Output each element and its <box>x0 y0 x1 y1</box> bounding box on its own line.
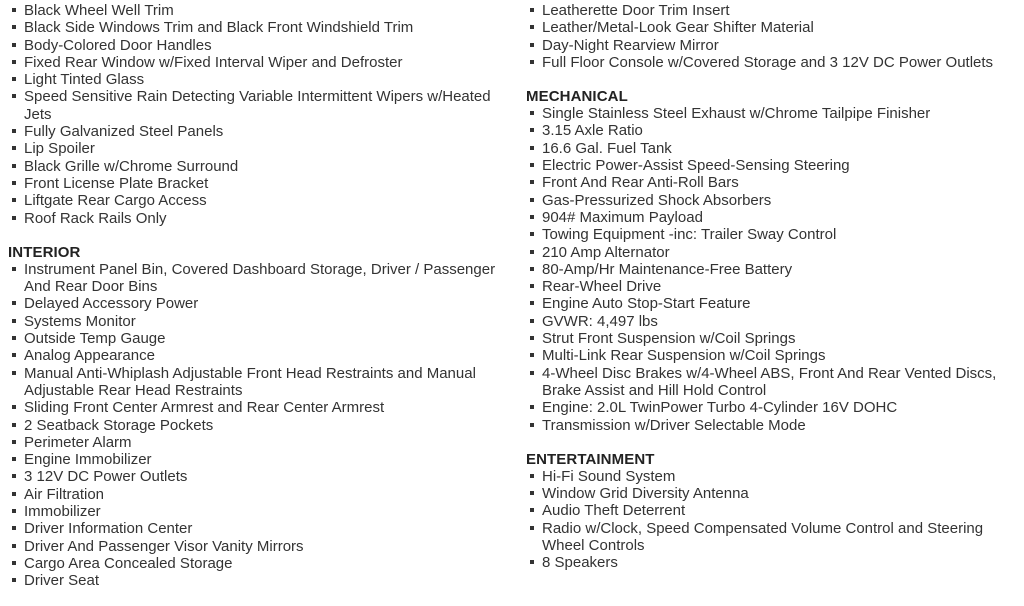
list-item: Rear-Wheel Drive <box>526 278 1018 295</box>
list-item: Roof Rack Rails Only <box>8 210 513 227</box>
section-spacer <box>8 227 513 244</box>
list-item: 904# Maximum Payload <box>526 209 1018 226</box>
interior-section <box>8 244 513 590</box>
list-item: 16.6 Gal. Fuel Tank <box>526 140 1018 157</box>
list-item: Driver Information Center <box>8 520 513 537</box>
list-item: Driver And Passenger Visor Vanity Mirrors <box>8 538 513 555</box>
list-item: Liftgate Rear Cargo Access <box>8 192 513 209</box>
list-item: Delayed Accessory Power <box>8 295 513 312</box>
list-item: Immobilizer <box>8 503 513 520</box>
interior-continued-list <box>526 2 1018 71</box>
list-item: Body-Colored Door Handles <box>8 37 513 54</box>
section-heading-interior: INTERIOR <box>8 243 81 261</box>
list-item: Cargo Area Concealed Storage <box>8 555 513 572</box>
mechanical-section <box>526 88 1018 434</box>
left-column <box>8 2 513 590</box>
list-item: Single Stainless Steel Exhaust w/Chrome Tailpipe Finisher <box>526 105 1018 122</box>
list-item: Day-Night Rearview Mirror <box>526 37 1018 54</box>
list-item: Engine Immobilizer <box>8 451 513 468</box>
list-item: Black Side Windows Trim and Black Front Windshield Trim <box>8 19 513 36</box>
list-item: Engine Auto Stop-Start Feature <box>526 295 1018 312</box>
list-item: Black Grille w/Chrome Surround <box>8 158 513 175</box>
list-item: Light Tinted Glass <box>8 71 513 88</box>
list-item: Sliding Front Center Armrest and Rear Center Armrest <box>8 399 513 416</box>
section-spacer <box>526 71 1018 88</box>
entertainment-section <box>526 451 1018 572</box>
list-item: Transmission w/Driver Selectable Mode <box>526 417 1018 434</box>
list-item: 210 Amp Alternator <box>526 244 1018 261</box>
list-item: Front And Rear Anti-Roll Bars <box>526 174 1018 191</box>
list-item: GVWR: 4,497 lbs <box>526 313 1018 330</box>
list-item: Fully Galvanized Steel Panels <box>8 123 513 140</box>
list-item: Towing Equipment -inc: Trailer Sway Control <box>526 226 1018 243</box>
section-heading-entertainment: ENTERTAINMENT <box>526 450 655 468</box>
list-item: Engine: 2.0L TwinPower Turbo 4-Cylinder 16V DOHC <box>526 399 1018 416</box>
list-item: Audio Theft Deterrent <box>526 502 1018 519</box>
section-heading-mechanical: MECHANICAL <box>526 88 628 106</box>
list-item: Outside Temp Gauge <box>8 330 513 347</box>
exterior-section-continued <box>8 2 513 227</box>
list-item: Front License Plate Bracket <box>8 175 513 192</box>
interior-section-continued <box>526 2 1018 71</box>
list-item: Analog Appearance <box>8 347 513 364</box>
list-item: 3.15 Axle Ratio <box>526 122 1018 139</box>
list-item: Window Grid Diversity Antenna <box>526 485 1018 502</box>
list-item: Perimeter Alarm <box>8 434 513 451</box>
list-item: Fixed Rear Window w/Fixed Interval Wiper and Defroster <box>8 54 513 71</box>
list-item: Electric Power-Assist Speed-Sensing Steering <box>526 157 1018 174</box>
list-item: Radio w/Clock, Speed Compensated Volume Control and Steering Wheel Controls <box>526 520 1018 555</box>
list-item: 2 Seatback Storage Pockets <box>8 417 513 434</box>
right-column <box>526 2 1018 572</box>
section-spacer <box>526 434 1018 451</box>
list-item: Leather/Metal-Look Gear Shifter Material <box>526 19 1018 36</box>
list-item: Full Floor Console w/Covered Storage and 3 12V DC Power Outlets <box>526 54 1018 71</box>
list-item: 80-Amp/Hr Maintenance-Free Battery <box>526 261 1018 278</box>
list-item: Speed Sensitive Rain Detecting Variable Intermittent Wipers w/Heated Jets <box>8 88 513 123</box>
list-item: 8 Speakers <box>526 554 1018 571</box>
list-item: Air Filtration <box>8 486 513 503</box>
list-item: Instrument Panel Bin, Covered Dashboard Storage, Driver / Passenger And Rear Door Bins <box>8 261 513 296</box>
list-item: Strut Front Suspension w/Coil Springs <box>526 330 1018 347</box>
list-item: Manual Anti-Whiplash Adjustable Front Head Restraints and Manual Adjustable Rear Head Restraints <box>8 365 513 400</box>
list-item: Multi-Link Rear Suspension w/Coil Springs <box>526 347 1018 364</box>
list-item: Leatherette Door Trim Insert <box>526 2 1018 19</box>
list-item: Black Wheel Well Trim <box>8 2 513 19</box>
list-item: Hi-Fi Sound System <box>526 468 1018 485</box>
list-item: Driver Seat <box>8 572 513 589</box>
list-item: Lip Spoiler <box>8 140 513 157</box>
entertainment-list <box>526 468 1018 572</box>
mechanical-list <box>526 105 1018 434</box>
list-item: Gas-Pressurized Shock Absorbers <box>526 192 1018 209</box>
exterior-list <box>8 2 513 227</box>
interior-list <box>8 261 513 590</box>
list-item: 4-Wheel Disc Brakes w/4-Wheel ABS, Front And Rear Vented Discs, Brake Assist and Hill Hold Control <box>526 365 1018 400</box>
list-item: Systems Monitor <box>8 313 513 330</box>
list-item: 3 12V DC Power Outlets <box>8 468 513 485</box>
